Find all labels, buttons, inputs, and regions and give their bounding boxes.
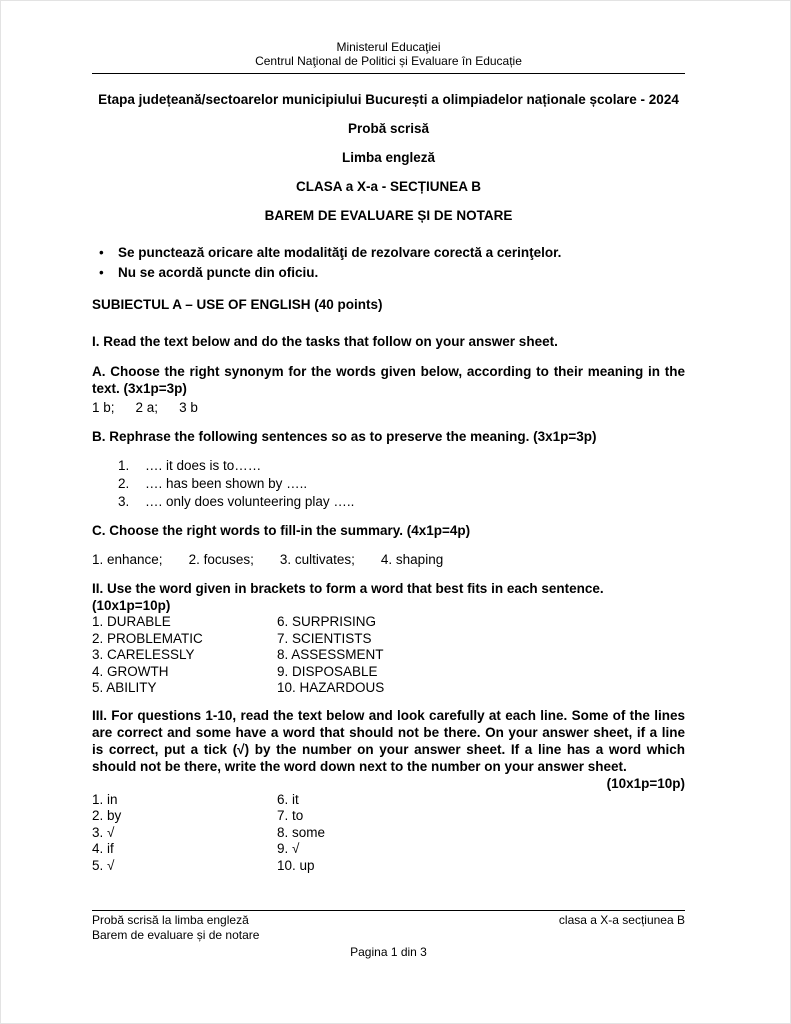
item-number: 1.: [118, 458, 130, 473]
ministry-name: Ministerul Educaţiei: [336, 40, 441, 54]
answer-value: 3. cultivates;: [279, 552, 355, 567]
exam-language: Limba engleză: [341, 150, 436, 165]
answer-row: [92, 647, 685, 664]
task-i-heading: I. Read the text below and do the tasks that follow on your answer sheet.: [92, 334, 558, 349]
task-i-b-heading: B. Rephrase the following sentences so as to preserve the meaning. (3x1p=3p): [92, 429, 597, 444]
answer-row: [92, 631, 685, 648]
answer-value: 9. DISPOSABLE: [277, 663, 378, 679]
page-number: Pagina 1 din 3: [350, 945, 427, 959]
footer-class-info: clasa a X-a secțiunea B: [558, 913, 685, 927]
answer-item: [92, 457, 685, 474]
answer-value: 5. ABILITY: [92, 680, 157, 695]
answer-row: [92, 858, 685, 875]
title-block: [92, 91, 685, 224]
task-i-a-heading: A. Choose the right synonym for the words given below, according to their meaning in the text. (3x1p=3p): [92, 364, 685, 396]
bullet-icon: •: [99, 265, 104, 280]
marking-scheme-title: BAREM DE EVALUARE ȘI DE NOTARE: [264, 208, 513, 223]
answer-value: 10. HAZARDOUS: [277, 680, 385, 695]
answer-value: 5. √: [92, 857, 115, 873]
answer-value: 2. focuses;: [188, 552, 254, 567]
answer-item: [92, 475, 685, 492]
note-text: Se punctează oricare alte modalităţi de rezolvare corectă a cerinţelor.: [118, 245, 562, 260]
exam-class: CLASA a X-a - SECȚIUNEA B: [295, 179, 482, 194]
footer-exam-info: Probă scrisă la limba engleză: [92, 913, 249, 927]
task-ii-points: (10x1p=10p): [92, 598, 171, 613]
footer-row: [92, 913, 685, 928]
bullet-icon: •: [99, 245, 104, 260]
answer-value: 2. PROBLEMATIC: [92, 630, 203, 646]
answer-value: 1. in: [92, 791, 118, 807]
answer-row: [92, 680, 685, 697]
answer-value: 3. √: [92, 824, 115, 840]
exam-type: Probă scrisă: [347, 121, 430, 136]
answer-value: 8. ASSESSMENT: [277, 647, 384, 662]
answer-value: 2 a;: [135, 400, 159, 415]
document-footer: [92, 910, 685, 960]
answer-row: [92, 792, 685, 809]
document-header: [92, 40, 685, 74]
header-divider: [92, 73, 685, 74]
answer-value: 7. SCIENTISTS: [277, 630, 372, 646]
answer-value: 6. it: [277, 791, 299, 807]
note-item: [92, 264, 685, 281]
answer-value: …. has been shown by …..: [145, 476, 308, 491]
subject-a-heading: SUBIECTUL A – USE OF ENGLISH (40 points): [92, 297, 383, 312]
answer-value: 3 b: [179, 400, 198, 415]
task-i-a-answers: [92, 399, 685, 416]
footer-scheme-info: Barem de evaluare și de notare: [92, 928, 260, 942]
answer-row: [92, 825, 685, 842]
answer-row: [92, 664, 685, 681]
answer-item: [92, 493, 685, 510]
answer-value: 1 b;: [92, 400, 115, 415]
answer-value: 1. DURABLE: [92, 614, 171, 629]
answer-value: 6. SURPRISING: [277, 614, 377, 629]
task-ii-answers: [92, 614, 685, 697]
national-center-name: Centrul Naţional de Politici și Evaluare în Educație: [255, 54, 522, 68]
answer-row: [92, 841, 685, 858]
answer-value: 4. if: [92, 841, 114, 856]
note-item: [92, 244, 685, 261]
task-ii-heading: II. Use the word given in brackets to form a word that best fits in each sentence.: [92, 581, 604, 596]
note-text: Nu se acordă puncte din oficiu.: [118, 265, 319, 280]
exam-stage-title: Etapa județeană/sectoarelor municipiului București a olimpiadelor naționale școlare - 2024: [98, 92, 679, 107]
task-i-c-heading: C. Choose the right words to fill-in the summary. (4x1p=4p): [92, 523, 471, 538]
task-i-b-answers: [92, 457, 685, 510]
answer-row: [92, 808, 685, 825]
answer-value: 9. √: [277, 841, 300, 856]
answer-value: 7. to: [277, 808, 304, 823]
footer-divider: [92, 910, 685, 911]
answer-value: 3. CARELESSLY: [92, 647, 195, 662]
task-iii-heading: III. For questions 1-10, read the text below and look carefully at each line. Some of the lines are correct and some have a word that should not be there. On your answer sheet, if a line is correct, put a tick (√) by the number on your answer sheet. If a line has a word which should not be there, write the word down next to the number on your answer sheet.: [92, 707, 685, 774]
item-number: 3.: [118, 494, 130, 509]
task-iii-points: (10x1p=10p): [606, 775, 685, 791]
answer-value: …. only does volunteering play …..: [145, 494, 355, 509]
task-iii-answers: [92, 792, 685, 875]
answer-row: [92, 614, 685, 631]
answer-value: 4. GROWTH: [92, 663, 169, 679]
answer-value: 10. up: [277, 857, 315, 873]
answer-value: 1. enhance;: [92, 552, 163, 567]
item-number: 2.: [118, 476, 130, 491]
answer-value: 8. some: [277, 824, 326, 840]
task-i-c-answers: [92, 551, 685, 568]
answer-value: …. it does is to……: [145, 458, 262, 473]
grading-notes: [92, 244, 685, 281]
answer-value: 4. shaping: [380, 552, 444, 567]
answer-value: 2. by: [92, 808, 122, 823]
